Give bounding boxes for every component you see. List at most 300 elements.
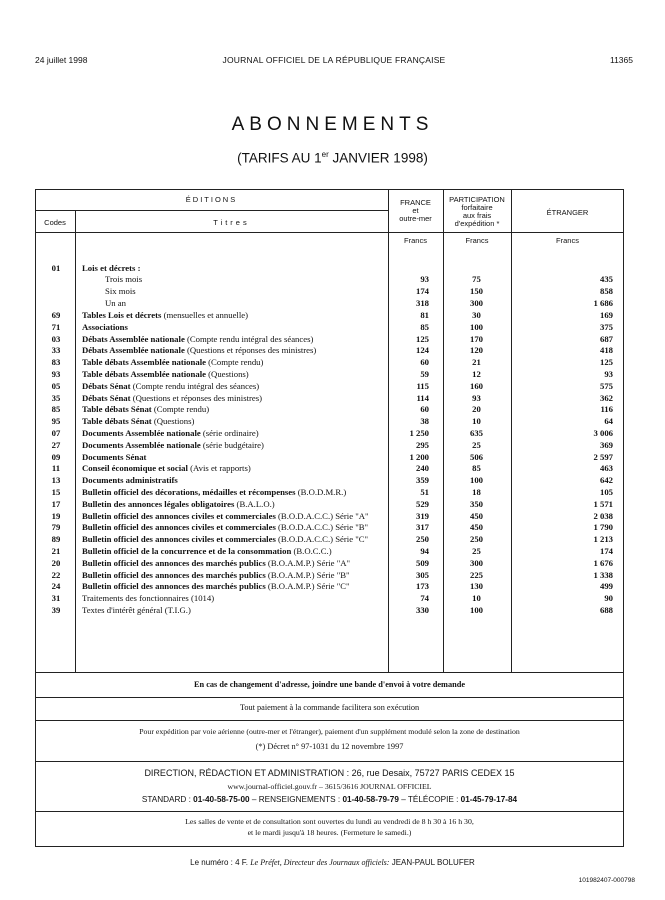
edition-title-text bbox=[82, 558, 352, 568]
table-row-lois bbox=[35, 263, 624, 274]
header-editions: ÉDITIONS bbox=[185, 195, 238, 204]
price-etranger: 642 bbox=[599, 475, 613, 486]
edition-title bbox=[82, 310, 412, 321]
edition-code: 13 bbox=[51, 475, 61, 486]
edition-title-detail: (Questions et réponses des ministres) bbox=[130, 392, 263, 403]
price-france: 124 bbox=[415, 345, 429, 356]
edition-title-text bbox=[105, 286, 138, 296]
price-france: 1 250 bbox=[409, 428, 429, 438]
price-france: 51 bbox=[420, 487, 429, 497]
edition-title-main: Bulletin des annonces légales obligatoires bbox=[82, 498, 235, 509]
table-row bbox=[35, 581, 624, 592]
edition-title-main: Bulletin officiel des annonces des marchés publics bbox=[82, 581, 266, 592]
edition-title-detail: (Avis et rapports) bbox=[187, 463, 251, 474]
edition-title-text bbox=[82, 487, 348, 497]
direction-web: www.journal-officiel.gouv.fr – 3615/3616 JOURNAL OFFICIEL bbox=[227, 782, 432, 791]
edition-title-detail: (Compte rendu intégral des séances) bbox=[184, 333, 314, 344]
header-date: 24 juillet 1998 bbox=[35, 55, 88, 65]
edition-title bbox=[82, 428, 412, 439]
price-etranger: 418 bbox=[599, 345, 613, 356]
header-participation-line-3: aux frais bbox=[462, 211, 492, 220]
edition-title bbox=[82, 570, 412, 581]
edition-title-text bbox=[82, 440, 266, 450]
phone-separator-2: – bbox=[401, 795, 408, 804]
edition-title-text bbox=[82, 452, 148, 462]
footer-reference: 101982407-000798 bbox=[578, 877, 635, 884]
price-etranger: 1 686 bbox=[593, 297, 613, 308]
edition-code: 09 bbox=[51, 451, 61, 462]
table-row bbox=[35, 369, 624, 380]
edition-code: 17 bbox=[51, 498, 61, 509]
price-participation: 85 bbox=[472, 463, 481, 474]
price-participation: 450 bbox=[469, 510, 484, 521]
table-row bbox=[35, 345, 624, 356]
edition-title bbox=[82, 452, 412, 463]
price-participation: 150 bbox=[469, 285, 484, 296]
edition-title-detail: Un an bbox=[105, 297, 126, 308]
edition-title bbox=[82, 511, 412, 522]
price-participation: 300 bbox=[469, 297, 484, 308]
edition-title-main: Table débats Assemblée nationale bbox=[82, 357, 206, 368]
edition-title-main: Débats Sénat bbox=[82, 392, 131, 403]
edition-title-main: Débats Assemblée nationale bbox=[82, 333, 185, 344]
subtitle-sup: er bbox=[321, 150, 329, 159]
edition-title-detail: (série ordinaire) bbox=[200, 428, 259, 438]
header-rule-editions bbox=[35, 210, 388, 211]
header-codes: Codes bbox=[44, 218, 66, 227]
price-participation: 100 bbox=[469, 321, 484, 332]
edition-title-text bbox=[82, 522, 370, 532]
edition-title-detail: (B.O.D.A.C.C.) Série "C" bbox=[275, 534, 369, 545]
edition-title bbox=[82, 463, 412, 474]
price-france: 529 bbox=[415, 498, 429, 509]
rule-after-decree bbox=[35, 761, 624, 762]
header-participation-line-1: PARTICIPATION bbox=[449, 195, 505, 204]
edition-title bbox=[82, 534, 412, 545]
price-france: 81 bbox=[420, 310, 429, 320]
page-header bbox=[35, 55, 633, 67]
price-france: 305 bbox=[415, 569, 429, 580]
price-participation: 100 bbox=[469, 475, 484, 486]
edition-title-main: Tables Lois et décrets bbox=[82, 310, 162, 320]
table-row bbox=[35, 487, 624, 498]
edition-code: 01 bbox=[51, 263, 61, 273]
page-title: ABONNEMENTS bbox=[231, 114, 434, 135]
table-row bbox=[35, 475, 624, 486]
edition-code: 11 bbox=[51, 463, 61, 474]
edition-code: 35 bbox=[51, 392, 61, 403]
price-etranger: 463 bbox=[599, 463, 613, 474]
edition-title-main: Bulletin officiel des annonces civiles et commerciales bbox=[82, 534, 276, 545]
table-row bbox=[35, 357, 624, 368]
subtitle-pre: (TARIFS AU 1 bbox=[237, 150, 322, 166]
price-etranger: 105 bbox=[599, 487, 613, 497]
header-participation bbox=[443, 196, 511, 228]
edition-title-detail: (B.O.D.A.C.C.) Série "A" bbox=[275, 510, 369, 521]
price-etranger: 93 bbox=[604, 369, 613, 379]
direction-phones bbox=[35, 795, 624, 804]
edition-title bbox=[82, 487, 412, 498]
edition-code: 85 bbox=[51, 404, 61, 415]
edition-code: 19 bbox=[51, 510, 61, 521]
table-row bbox=[35, 416, 624, 427]
edition-code: 21 bbox=[51, 546, 61, 556]
edition-title-detail: (Compte rendu intégral des séances) bbox=[130, 380, 260, 391]
edition-code: 89 bbox=[51, 534, 61, 545]
price-france: 115 bbox=[416, 380, 429, 391]
price-france: 509 bbox=[415, 557, 429, 568]
edition-title-text bbox=[82, 534, 370, 544]
edition-code: 31 bbox=[51, 593, 61, 604]
edition-title-text bbox=[82, 310, 250, 320]
standard-label: STANDARD : bbox=[141, 795, 194, 804]
footer-director-name: JEAN-PAUL BOLUFER bbox=[391, 858, 475, 867]
table-row bbox=[35, 334, 624, 345]
edition-title-detail: (Compte rendu) bbox=[205, 357, 264, 368]
price-etranger: 1 571 bbox=[593, 498, 613, 509]
header-journal-name: JOURNAL OFFICIEL DE LA RÉPUBLIQUE FRANÇAISE bbox=[222, 55, 446, 65]
table-row bbox=[35, 522, 624, 533]
edition-title-main: Documents Assemblée nationale bbox=[82, 428, 201, 438]
table-row bbox=[35, 570, 624, 581]
edition-title bbox=[82, 357, 412, 368]
edition-title bbox=[82, 404, 412, 415]
table-row bbox=[35, 393, 624, 404]
edition-title-main: Bulletin officiel des annonces des marchés publics bbox=[82, 557, 266, 568]
table-row bbox=[35, 499, 624, 510]
note-change-address: En cas de changement d'adresse, joindre une bande d'envoi à votre demande bbox=[193, 680, 466, 689]
header-etranger: ÉTRANGER bbox=[546, 208, 589, 217]
price-france: 319 bbox=[415, 510, 429, 521]
edition-title-main: Bulletin officiel des décorations, médailles et récompenses bbox=[82, 487, 296, 497]
price-etranger: 125 bbox=[599, 357, 613, 368]
opening-hours-line-2: et le mardi jusqu'à 18 heures. (Fermeture le samedi.) bbox=[247, 828, 412, 837]
edition-title-text bbox=[82, 381, 261, 391]
edition-title bbox=[82, 345, 412, 356]
edition-title bbox=[105, 286, 412, 297]
edition-title bbox=[82, 369, 412, 380]
edition-title bbox=[82, 546, 412, 557]
price-etranger: 2 038 bbox=[593, 510, 613, 521]
edition-code: 15 bbox=[51, 487, 61, 497]
edition-title-text bbox=[82, 570, 352, 580]
table-row bbox=[35, 322, 624, 333]
price-france: 173 bbox=[415, 581, 429, 592]
edition-code: 33 bbox=[51, 345, 61, 356]
header-france-line-1: FRANCE bbox=[400, 198, 431, 207]
direction-address: DIRECTION, RÉDACTION ET ADMINISTRATION : 26, rue Desaix, 75727 PARIS CEDEX 15 bbox=[144, 768, 515, 778]
edition-title-text bbox=[82, 463, 253, 473]
price-etranger: 858 bbox=[599, 285, 613, 296]
price-participation: 170 bbox=[469, 333, 484, 344]
rule-after-direction bbox=[35, 811, 624, 812]
subtitle-post: JANVIER 1998) bbox=[328, 150, 428, 166]
price-etranger: 369 bbox=[599, 439, 613, 450]
header-rule-bottom bbox=[35, 232, 624, 233]
edition-title-text bbox=[82, 475, 180, 485]
edition-title-text bbox=[82, 581, 352, 591]
price-participation: 635 bbox=[469, 428, 484, 438]
edition-title-text bbox=[82, 593, 216, 603]
telecopie-number: 01-45-79-17-84 bbox=[460, 795, 518, 804]
price-etranger: 116 bbox=[600, 404, 613, 415]
price-etranger: 90 bbox=[604, 593, 613, 604]
price-participation: 25 bbox=[472, 546, 481, 556]
price-etranger: 64 bbox=[604, 416, 613, 427]
edition-code: 03 bbox=[51, 333, 61, 344]
price-etranger: 375 bbox=[599, 321, 613, 332]
table-row-lois-duration bbox=[35, 298, 624, 309]
price-france: 93 bbox=[420, 274, 429, 284]
footer-prefet: Le Préfet, Directeur des Journaux officiels: bbox=[250, 858, 390, 867]
price-participation: 506 bbox=[469, 451, 484, 462]
edition-title-main: Bulletin officiel de la concurrence et de la consommation bbox=[82, 546, 292, 556]
price-france: 174 bbox=[415, 285, 429, 296]
edition-title bbox=[105, 298, 412, 309]
edition-title-detail: (B.O.A.M.P.) Série "C" bbox=[265, 581, 350, 592]
edition-title bbox=[82, 381, 412, 392]
edition-title-text bbox=[105, 274, 144, 284]
edition-title bbox=[82, 605, 412, 616]
edition-title bbox=[82, 558, 412, 569]
edition-title bbox=[82, 593, 412, 604]
price-participation: 25 bbox=[472, 439, 481, 450]
table-row bbox=[35, 593, 624, 604]
price-participation: 30 bbox=[472, 310, 481, 320]
edition-code: 24 bbox=[51, 581, 61, 592]
price-participation: 225 bbox=[469, 569, 484, 580]
rule-after-payment bbox=[35, 720, 624, 721]
table-row bbox=[35, 404, 624, 415]
edition-title-main: Documents Assemblée nationale bbox=[82, 439, 201, 450]
edition-code: 20 bbox=[51, 557, 61, 568]
edition-title: Lois et décrets : bbox=[82, 263, 141, 273]
edition-title-main: Table débats Assemblée nationale bbox=[82, 369, 206, 379]
edition-title-detail: (B.O.D.M.R.) bbox=[295, 487, 347, 497]
price-etranger: 435 bbox=[599, 274, 613, 284]
edition-title-detail: (B.O.C.C.) bbox=[291, 546, 332, 556]
price-participation: 21 bbox=[472, 357, 481, 368]
edition-title-text bbox=[82, 357, 265, 367]
edition-code: 93 bbox=[51, 369, 61, 379]
edition-title-main: Table débats Sénat bbox=[82, 416, 152, 427]
edition-title bbox=[82, 499, 412, 510]
edition-code: 69 bbox=[51, 310, 61, 320]
table-row bbox=[35, 605, 624, 616]
price-france: 330 bbox=[415, 605, 429, 615]
price-etranger: 1 676 bbox=[593, 557, 613, 568]
note-decree: (*) Décret n° 97-1031 du 12 novembre 1997 bbox=[255, 742, 404, 751]
edition-code: 95 bbox=[51, 416, 61, 427]
edition-title-text bbox=[82, 393, 264, 403]
price-etranger: 174 bbox=[599, 546, 613, 556]
renseignements-label: RENSEIGNEMENTS : bbox=[258, 795, 343, 804]
price-etranger: 687 bbox=[599, 333, 613, 344]
edition-title-detail: (série budgétaire) bbox=[200, 439, 264, 450]
header-france-line-3: outre-mer bbox=[399, 214, 432, 223]
header-page-number: 11365 bbox=[609, 55, 633, 65]
edition-title-detail: (Compte rendu) bbox=[151, 404, 210, 415]
edition-title-text bbox=[105, 298, 128, 308]
price-france: 94 bbox=[420, 546, 429, 556]
edition-title-main: Bulletin officiel des annonces civiles et commerciales bbox=[82, 510, 276, 521]
edition-title-detail: (Questions) bbox=[151, 416, 195, 427]
price-france: 59 bbox=[420, 369, 429, 379]
price-etranger: 499 bbox=[599, 581, 613, 592]
rule-after-address bbox=[35, 697, 624, 698]
table-row bbox=[35, 534, 624, 545]
price-etranger: 688 bbox=[599, 605, 613, 615]
table-row bbox=[35, 546, 624, 557]
edition-code: 05 bbox=[51, 380, 61, 391]
table-row bbox=[35, 310, 624, 321]
edition-title bbox=[105, 274, 412, 285]
dot-leader bbox=[105, 306, 412, 307]
edition-title-detail: Traitements des fonctionnaires (1014) bbox=[82, 593, 215, 604]
price-participation: 450 bbox=[469, 522, 484, 533]
table-row-lois-duration bbox=[35, 274, 624, 285]
price-france: 240 bbox=[415, 463, 429, 474]
note-airmail: Pour expédition par voie aérienne (outre-mer et l'étranger), paiement d'un supplément modulé selon la zone de destination bbox=[139, 727, 520, 736]
edition-title-text bbox=[82, 546, 334, 556]
edition-title-text bbox=[82, 404, 211, 414]
table-row bbox=[35, 463, 624, 474]
price-france: 359 bbox=[415, 475, 429, 486]
price-participation: 12 bbox=[472, 369, 481, 379]
price-france: 1 200 bbox=[409, 451, 429, 462]
edition-code: 83 bbox=[51, 357, 61, 368]
edition-title-text bbox=[82, 416, 196, 426]
price-participation: 120 bbox=[469, 345, 484, 356]
page-subtitle bbox=[0, 150, 665, 166]
edition-title-main: Bulletin officiel des annonces civiles et commerciales bbox=[82, 522, 276, 533]
edition-title bbox=[82, 475, 412, 486]
unit-participation: Francs bbox=[465, 236, 489, 245]
edition-title-text bbox=[82, 428, 261, 438]
table-row bbox=[35, 428, 624, 439]
edition-code: 22 bbox=[51, 569, 61, 580]
edition-title-text bbox=[82, 605, 193, 615]
price-france: 114 bbox=[416, 392, 429, 403]
price-participation: 250 bbox=[469, 534, 484, 545]
edition-title bbox=[82, 322, 412, 333]
table-row bbox=[35, 381, 624, 392]
dot-leader bbox=[82, 330, 412, 331]
unit-etranger: Francs bbox=[556, 236, 579, 245]
price-participation: 93 bbox=[472, 392, 481, 403]
edition-code: 27 bbox=[51, 439, 61, 450]
table-bottom-rule bbox=[35, 672, 624, 673]
price-france: 295 bbox=[415, 439, 429, 450]
edition-title bbox=[82, 416, 412, 427]
opening-hours-line-1: Les salles de vente et de consultation sont ouvertes du lundi au vendredi de 8 h 30 à 16 h 30, bbox=[185, 817, 474, 826]
note-payment: Tout paiement à la commande facilitera son exécution bbox=[239, 703, 420, 712]
edition-title-detail: (mensuelles et annuelle) bbox=[161, 310, 249, 320]
edition-code: 39 bbox=[51, 605, 61, 615]
edition-title-text bbox=[82, 334, 315, 344]
price-participation: 350 bbox=[469, 498, 484, 509]
edition-title bbox=[82, 522, 412, 533]
price-etranger: 1 790 bbox=[593, 522, 613, 533]
edition-title bbox=[82, 440, 412, 451]
table-row bbox=[35, 440, 624, 451]
edition-title-detail: (Questions et réponses des ministres) bbox=[184, 345, 317, 356]
edition-title bbox=[82, 393, 412, 404]
price-etranger: 362 bbox=[599, 392, 613, 403]
telecopie-label: TÉLÉCOPIE : bbox=[407, 795, 461, 804]
edition-title-detail: (B.O.A.M.P.) Série "A" bbox=[265, 557, 351, 568]
price-france: 74 bbox=[420, 593, 429, 604]
header-titres: Titres bbox=[213, 218, 250, 227]
table-row bbox=[35, 452, 624, 463]
dot-leader bbox=[105, 294, 412, 295]
edition-title-main: Débats Assemblée nationale bbox=[82, 345, 185, 356]
page-footer bbox=[0, 858, 665, 867]
edition-title-main: Table débats Sénat bbox=[82, 404, 152, 415]
price-etranger: 1 338 bbox=[593, 569, 613, 580]
header-france bbox=[388, 199, 443, 223]
header-participation-line-4: d'expédition * bbox=[454, 219, 500, 228]
price-france: 250 bbox=[415, 534, 429, 545]
edition-title-detail: Trois mois bbox=[105, 274, 143, 284]
price-france: 38 bbox=[420, 416, 429, 427]
edition-title-text bbox=[82, 345, 318, 355]
edition-title-main: Bulletin officiel des annonces des marchés publics bbox=[82, 569, 266, 580]
phone-separator-1: – bbox=[251, 795, 259, 804]
edition-title-text bbox=[82, 369, 251, 379]
edition-title-main: Documents Sénat bbox=[82, 451, 147, 462]
price-participation: 130 bbox=[469, 581, 484, 592]
table-row-lois-duration bbox=[35, 286, 624, 297]
edition-title-text bbox=[82, 511, 371, 521]
edition-title-detail: (Questions) bbox=[205, 369, 249, 379]
header-participation-line-2: forfaitaire bbox=[461, 203, 493, 212]
price-france: 60 bbox=[420, 357, 429, 368]
edition-title-detail: (B.O.A.M.P.) Série "B" bbox=[265, 569, 350, 580]
price-france: 317 bbox=[415, 522, 429, 533]
edition-title bbox=[82, 334, 412, 345]
price-participation: 10 bbox=[472, 593, 481, 604]
price-etranger: 3 006 bbox=[593, 428, 613, 438]
price-participation: 100 bbox=[469, 605, 484, 615]
edition-title-main: Débats Sénat bbox=[82, 380, 131, 391]
dot-leader bbox=[105, 282, 412, 283]
edition-title bbox=[82, 581, 412, 592]
header-france-line-2: et bbox=[412, 206, 419, 215]
edition-code: 07 bbox=[51, 428, 61, 438]
edition-title-main: Associations bbox=[82, 321, 128, 332]
price-participation: 300 bbox=[469, 557, 484, 568]
edition-title-text bbox=[82, 499, 277, 509]
price-france: 60 bbox=[420, 404, 429, 415]
standard-number: 01-40-58-75-00 bbox=[193, 795, 250, 804]
price-participation: 18 bbox=[472, 487, 481, 497]
edition-title-detail: Textes d'intérêt général (T.I.G.) bbox=[82, 605, 191, 615]
price-france: 125 bbox=[415, 333, 429, 344]
price-etranger: 2 597 bbox=[593, 451, 613, 462]
price-participation: 75 bbox=[472, 274, 481, 284]
edition-title-detail: (B.A.L.O.) bbox=[234, 498, 275, 509]
edition-title-text bbox=[82, 322, 130, 332]
price-participation: 10 bbox=[472, 416, 481, 427]
edition-code: 71 bbox=[51, 321, 61, 332]
price-etranger: 575 bbox=[599, 380, 613, 391]
edition-title-main: Documents administratifs bbox=[82, 475, 178, 486]
price-etranger: 1 213 bbox=[593, 534, 613, 545]
price-france: 318 bbox=[415, 297, 429, 308]
unit-france: Francs bbox=[404, 236, 427, 245]
price-etranger: 169 bbox=[599, 310, 613, 320]
